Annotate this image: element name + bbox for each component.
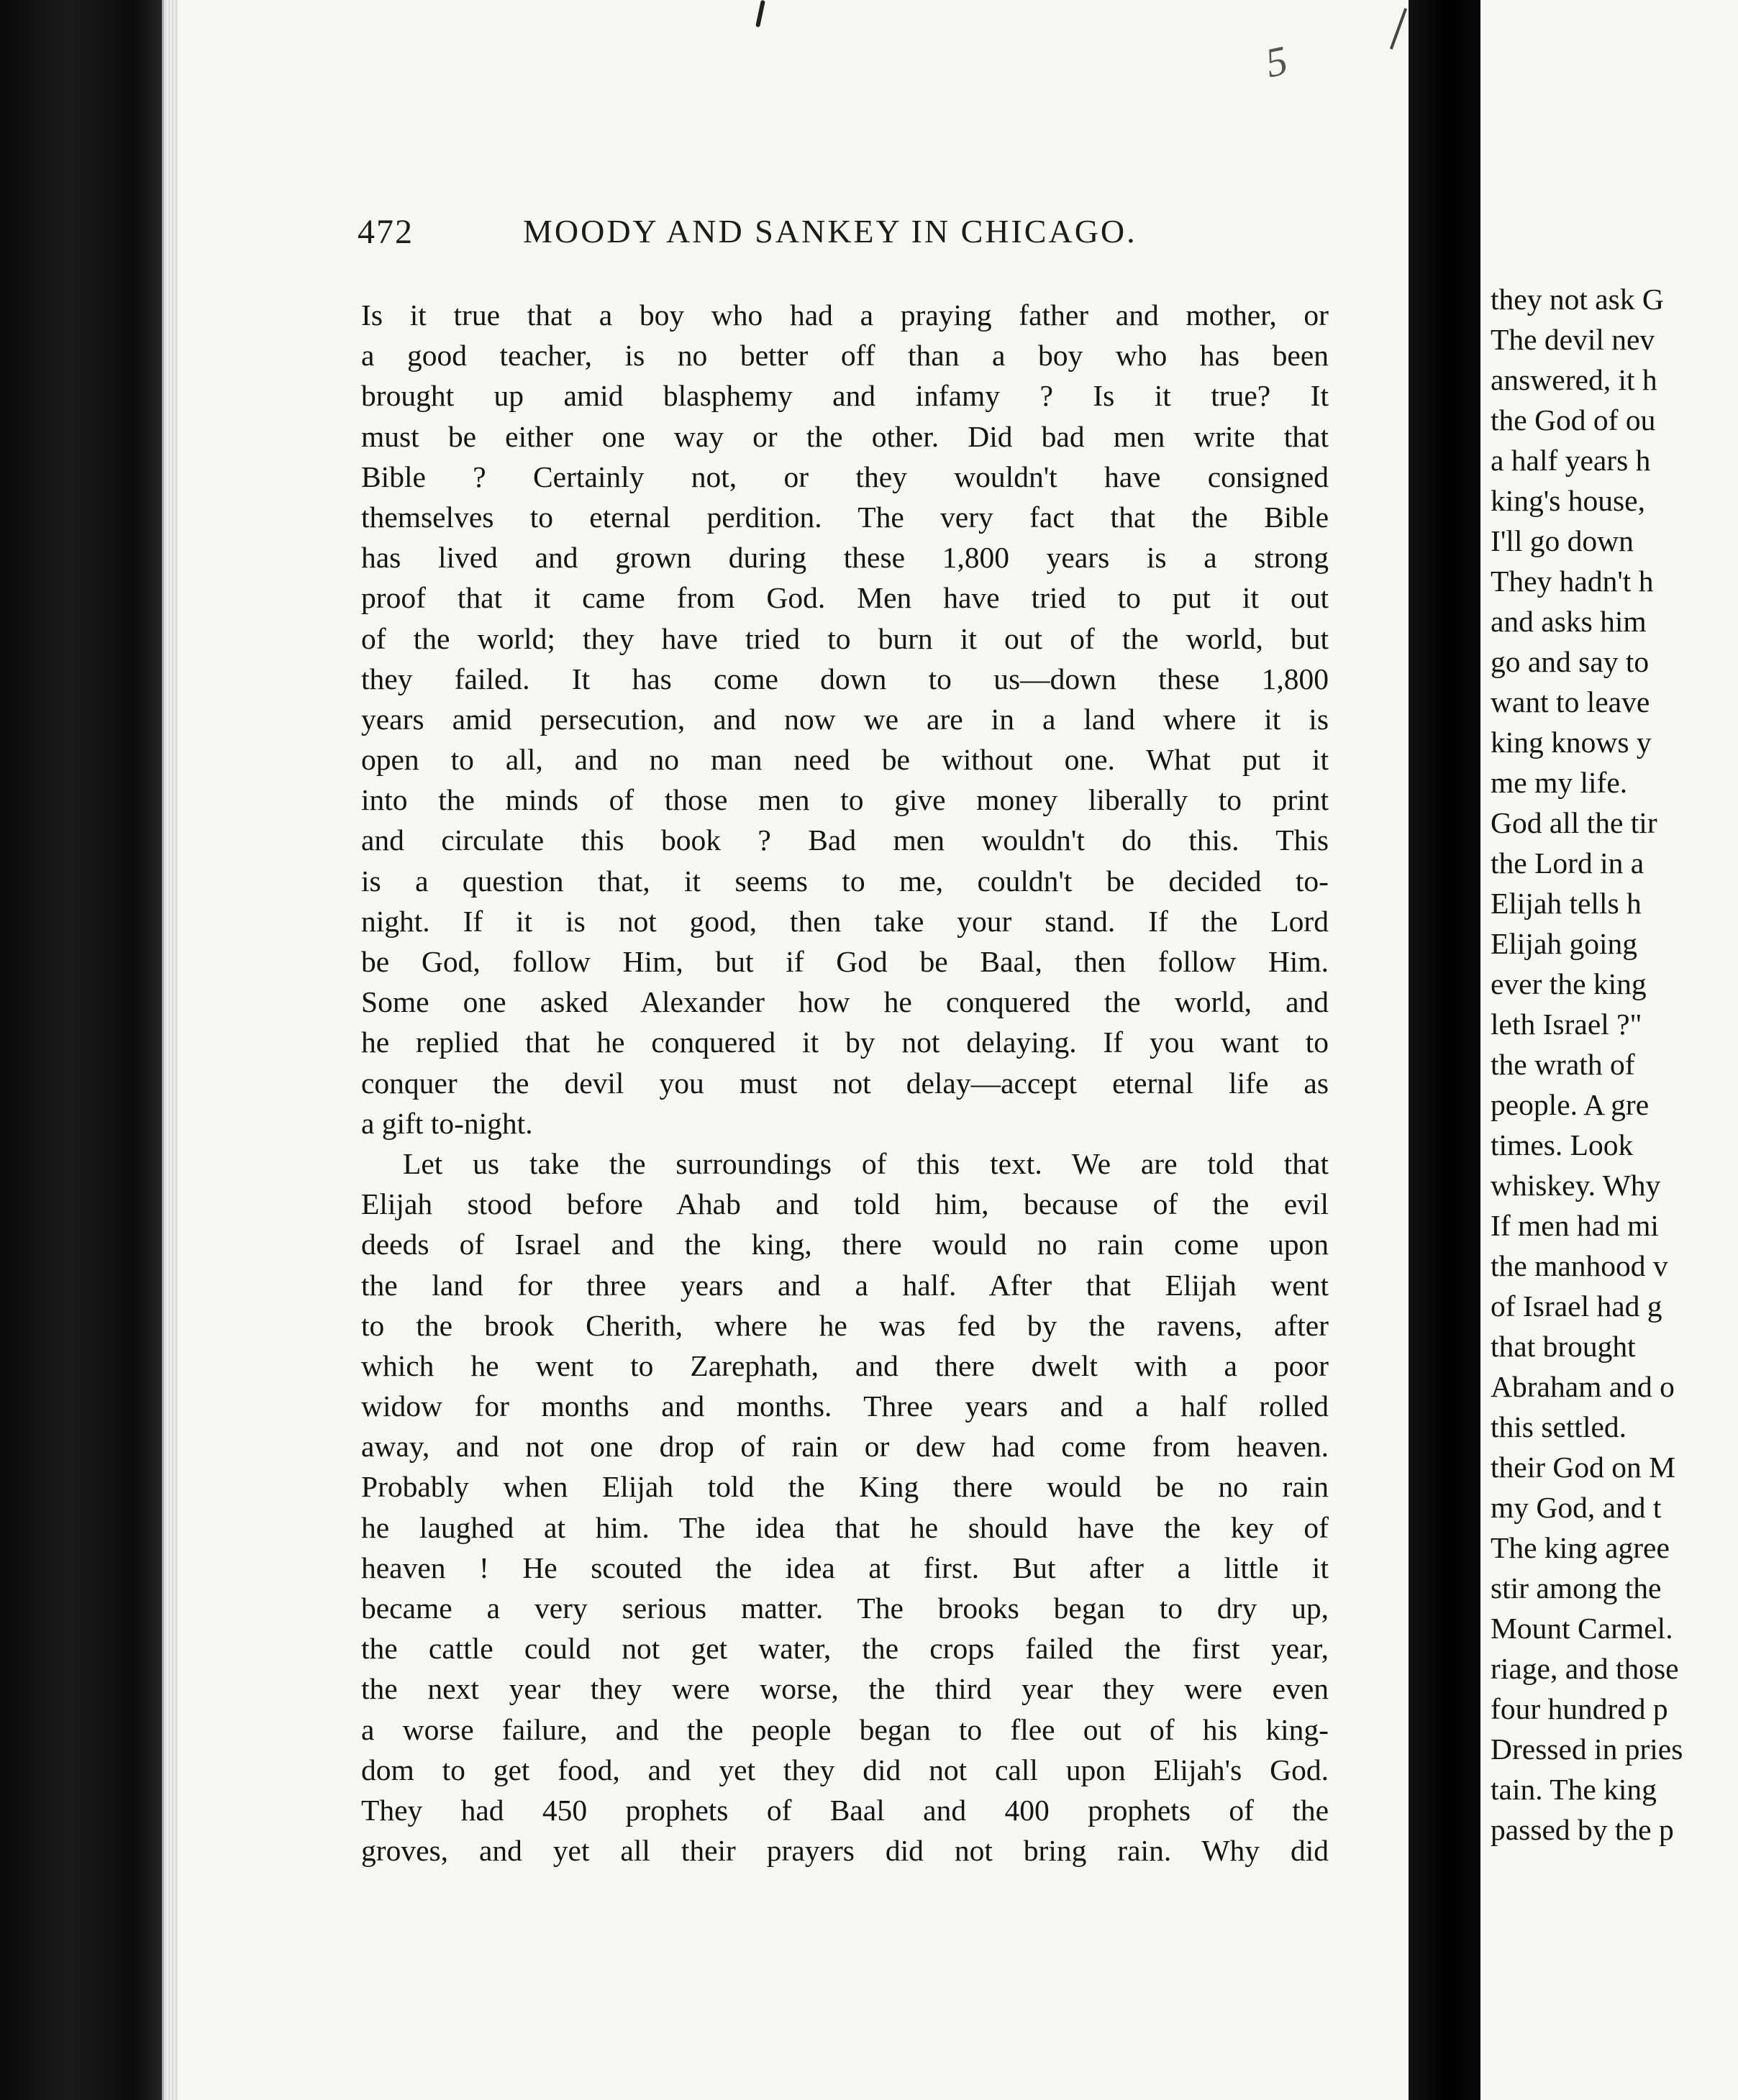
text-line: the manhood v: [1491, 1249, 1668, 1282]
text-line: They hadn't h: [1491, 565, 1654, 598]
text-line: Elijah going: [1491, 927, 1638, 960]
text-line: answered, it h: [1491, 363, 1657, 396]
text-line: night. If it is not good, then take your stand. If the Lord: [361, 904, 1329, 938]
running-head: MOODY AND SANKEY IN CHICAGO.: [523, 213, 1137, 250]
text-line: Abraham and o: [1491, 1370, 1675, 1403]
text-line: I'll go down: [1491, 524, 1634, 557]
text-line: the cattle could not get water, the crops failed the first year,: [361, 1632, 1329, 1666]
text-line: that brought: [1491, 1330, 1636, 1363]
text-line: and asks him: [1491, 605, 1647, 638]
text-line: God all the tir: [1491, 806, 1657, 839]
text-line: a worse failure, and the people began to flee out of his king-: [361, 1712, 1329, 1746]
text-line: is a question that, it seems to me, couldn't be decided to-: [361, 864, 1329, 898]
text-line: king knows y: [1491, 726, 1652, 759]
text-line: proof that it came from God. Men have tried to put it out: [361, 581, 1329, 615]
text-line: which he went to Zarephath, and there dwelt with a poor: [361, 1348, 1329, 1382]
text-line: away, and not one drop of rain or dew had come from heaven.: [361, 1430, 1329, 1464]
text-line: stir among the: [1491, 1571, 1662, 1604]
text-line: he laughed at him. The idea that he should have the key of: [361, 1510, 1329, 1544]
text-line: the land for three years and a half. After that Elijah went: [361, 1268, 1329, 1302]
text-line: the Lord in a: [1491, 846, 1644, 880]
text-line: a good teacher, is no better off than a boy who has been: [361, 339, 1329, 373]
text-line: leth Israel ?": [1491, 1008, 1642, 1041]
text-line: they not ask G: [1491, 283, 1664, 316]
text-line: groves, and yet all their prayers did not bring rain. Why did: [361, 1834, 1329, 1868]
text-line: Elijah stood before Ahab and told him, because of the evil: [361, 1187, 1329, 1221]
page-stack-edge: [162, 0, 178, 2100]
text-line: riage, and those: [1491, 1652, 1679, 1685]
text-line: heaven ! He scouted the idea at first. But after a little it: [361, 1551, 1329, 1584]
text-line: of Israel had g: [1491, 1289, 1662, 1323]
left-page-body-text: [361, 295, 1329, 1871]
text-line: brought up amid blasphemy and infamy ? Is it true? It: [361, 379, 1329, 413]
right-page-body-text: [1491, 279, 1738, 1850]
text-line: they failed. It has come down to us—down these 1,800: [361, 662, 1329, 695]
text-line: four hundred p: [1491, 1692, 1668, 1725]
text-line: must be either one way or the other. Did bad men write that: [361, 419, 1329, 453]
text-line: their God on M: [1491, 1451, 1676, 1484]
text-line: Let us take the surroundings of this text. We are told that: [403, 1146, 1329, 1180]
text-line: tain. The king: [1491, 1773, 1657, 1806]
text-line: has lived and grown during these 1,800 years is a strong: [361, 541, 1329, 575]
text-line: conquer the devil you must not delay—accept eternal life as: [361, 1066, 1329, 1100]
text-line: Bible ? Certainly not, or they wouldn't have consigned: [361, 460, 1329, 493]
text-line: They had 450 prophets of Baal and 400 prophets of the: [361, 1793, 1329, 1827]
text-line: me my life.: [1491, 766, 1628, 799]
text-line: years amid persecution, and now we are in a land where it is: [361, 702, 1329, 736]
text-line: If men had mi: [1491, 1209, 1659, 1242]
text-line: Probably when Elijah told the King there would be no rain: [361, 1470, 1329, 1504]
text-line: be God, follow Him, but if God be Baal, then follow Him.: [361, 945, 1329, 978]
text-line: of the world; they have tried to burn it out of the world, but: [361, 621, 1329, 655]
book-gutter: [1409, 0, 1488, 2100]
text-line: and circulate this book ? Bad men wouldn't do this. This: [361, 823, 1329, 857]
text-line: to the brook Cherith, where he was fed by the ravens, after: [361, 1308, 1329, 1342]
book-edge-shadow: [0, 0, 169, 2100]
text-line: people. A gre: [1491, 1088, 1650, 1121]
text-line: the God of ou: [1491, 403, 1656, 437]
text-line: the wrath of: [1491, 1048, 1635, 1081]
text-line: Mount Carmel.: [1491, 1612, 1673, 1645]
text-line: Dressed in pries: [1491, 1732, 1683, 1766]
text-line: the next year they were worse, the third year they were even: [361, 1672, 1329, 1706]
text-line: deeds of Israel and the king, there would no rain come upon: [361, 1228, 1329, 1261]
page-number: 472: [358, 213, 414, 251]
text-line: dom to get food, and yet they did not call upon Elijah's God.: [361, 1753, 1329, 1786]
text-line: want to leave: [1491, 685, 1650, 718]
text-line: Elijah tells h: [1491, 887, 1642, 920]
text-line: themselves to eternal perdition. The very fact that the Bible: [361, 500, 1329, 534]
text-line: Some one asked Alexander how he conquered the world, and: [361, 985, 1329, 1019]
text-line: passed by the p: [1491, 1813, 1674, 1846]
text-line: this settled.: [1491, 1410, 1627, 1443]
text-line: times. Look: [1491, 1128, 1634, 1161]
text-line: ever the king: [1491, 967, 1647, 1000]
text-line: into the minds of those men to give money liberally to print: [361, 783, 1329, 817]
text-line: open to all, and no man need be without one. What put it: [361, 743, 1329, 777]
text-line: king's house,: [1491, 484, 1645, 517]
page-header: [358, 212, 1336, 262]
text-line: The king agree: [1491, 1531, 1670, 1564]
text-line: widow for months and months. Three years and a half rolled: [361, 1389, 1329, 1423]
text-line: my God, and t: [1491, 1491, 1662, 1524]
text-line: he replied that he conquered it by not delaying. If you want to: [361, 1026, 1329, 1059]
text-line: go and say to: [1491, 645, 1650, 678]
text-line: a half years h: [1491, 444, 1651, 477]
text-line: Is it true that a boy who had a praying father and mother, or: [361, 298, 1329, 332]
text-line: whiskey. Why: [1491, 1169, 1661, 1202]
pencil-annotation: 5: [1261, 36, 1292, 87]
text-line: a gift to-night.: [361, 1106, 533, 1140]
text-line: The devil nev: [1491, 323, 1655, 356]
text-line: became a very serious matter. The brooks began to dry up,: [361, 1592, 1329, 1625]
